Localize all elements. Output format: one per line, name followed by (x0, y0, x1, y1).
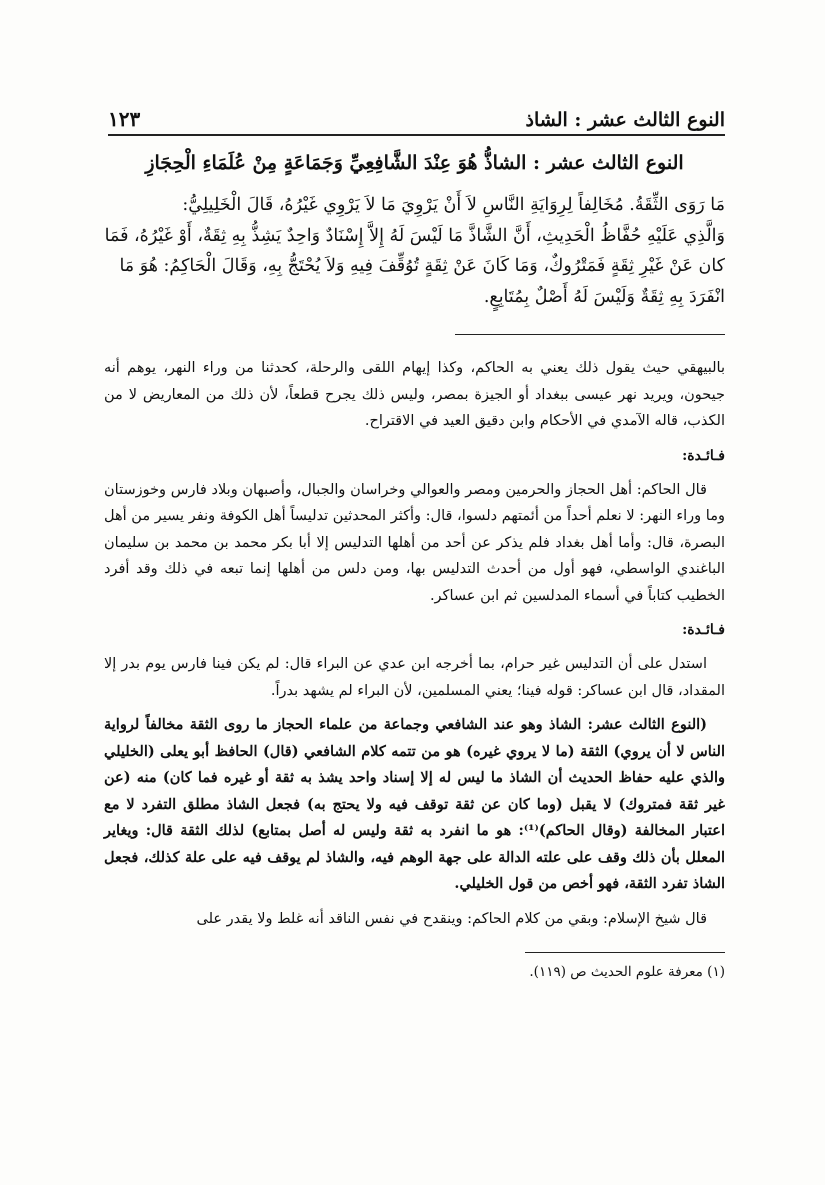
page-body (104, 148, 725, 983)
spacer (104, 704, 725, 712)
main-text-line: وَالَّذِي عَلَيْهِ حُفَّاظُ الْحَدِيثِ، أَنَّ الشَّاذَّ مَا لَيْسَ لَهُ إِلاَّ إِسْنَادٌ وَاحِدٌ يَشِذُّ بِهِ ثِقَةٌ، أَوْ غَيْرُهُ، فَمَا (104, 225, 725, 246)
main-text-line: مَا رَوَى الثِّقَةُ. مُخَالِفاً لِرِوَايَةِ النَّاسِ لاَ أَنْ يَرْوِيَ مَا لاَ يَرْوِي غَيْرُهُ، قَالَ الْخَلِيلِيُّ: (182, 195, 725, 215)
commentary-paragraph: بالبيهقي حيث يقول ذلك يعني به الحاكم، وكذا إيهام اللقى والرحلة، كحدثنا من وراء النهر، يوهم أنه جيحون، ويريد نهر عيسى ببغداد أو الجيزة بمصر، وليس ذلك يجرح قطعاً، لأن ذلك من المعاريض لا من الكذب، قاله الآمدي في الأحكام وابن دقيق العيد في الاقتراح. (104, 360, 725, 429)
main-text-block (104, 190, 725, 312)
main-text-line: انْفَرَدَ بِهِ ثِقَةٌ وَلَيْسَ لَهُ أَصْلٌ بِمُتَابِعٍ. (483, 286, 725, 307)
footnote-divider (525, 952, 725, 953)
section-divider (455, 334, 725, 335)
commentary-paragraph: قال الحاكم: أهل الحجاز والحرمين ومصر والعوالي وخراسان والجبال، وأصبهان وبلاد فارس وخوزستان وما وراء النهر: لا نعلم أحداً من أئمتهم دلسوا، قال: وأكثر المحدثين تدليساً أهل الكوفة ونفر يسير من أهل البصرة، قال: وأما أهل بغداد فلم يذكر عن أحد من أهلها التدليس إلا أبا بكر محمد بن محمد بن سليمان الباغندي الواسطي، فهو أول من أحدث التدليس بها، ومن دلس من أهلها إنما تبعه في ذلك وقد أفرد الخطيب كتاباً في أسماء المدلسين ثم ابن عساكر. (104, 481, 725, 604)
running-title: النوع الثالث عشر : الشاذ (525, 109, 725, 131)
spacer (104, 898, 725, 906)
commentary-paragraph: قال شيخ الإسلام: وبقي من كلام الحاكم: وينقدح في نفس الناقد أنه غلط ولا يقدر على (196, 910, 707, 927)
note-heading: فـائـدة: (682, 622, 725, 638)
running-header (108, 100, 725, 136)
chapter-title: النوع الثالث عشر : الشاذُّ هُوَ عِنْدَ الشَّافِعِيِّ وَجَمَاعَةٍ مِنْ عُلَمَاءِ الْحِجَازِ (145, 152, 684, 174)
note-heading: فـائـدة: (682, 447, 725, 464)
commentary-paragraph: استدل على أن التدليس غير حرام، بما أخرجه ابن عدي عن البراء قال: لم يكن فينا فارس يوم بدر إلا المقداد، قال ابن عساكر: قوله فينا؛ يعني المسلمين، لأن البراء لم يشهد بدراً. (104, 656, 725, 699)
main-text-line: كان عَنْ غَيْرِ ثِقَةٍ فَمَتْرُوكٌ، وَمَا كَانَ عَنْ ثِقَةٍ تُوُقِّفَ فِيهِ وَلاَ يُحْتَجُّ بِهِ، وَقَالَ الْحَاكِمُ: هُوَ مَا (119, 256, 725, 276)
page-number: ١٢٣ (108, 107, 141, 131)
commentary-paragraph: (النوع الثالث عشر: الشاذ وهو عند الشافعي وجماعة من علماء الحجاز ما روى الثقة مخالفاً لرواية الناس لا أن يروي) الثقة (ما لا يروي غيره) هو من تتمه كلام الشافعي (قال) الحافظ أبو يعلى (الخليلي والذي عليه حفاظ الحديث أن الشاذ ما ليس له إلا إسناد واحد يشذ به ثقة أو غيره فما كان) منه (عن غير ثقة فمتروك) لا يقبل (وما كان عن ثقة توقف فيه ولا يحتج به) فجعل الشاذ مطلق التفرد لا مع اعتبار المخالفة (وقال الحاكم)⁽¹⁾: هو ما انفرد به ثقة وليس له أصل بمتابع) لذلك الثقة قال: ويغاير المعلل بأن ذلك وقف على علته الدالة على جهة الوهم فيه، والشاذ لم يوقف فيه على علة كذلك، فجعل الشاذ تفرد الثقة، فهو أخص من قول الخليلي. (104, 716, 725, 892)
footnote: (١) معرفة علوم الحديث ص (١١٩). (529, 964, 725, 980)
